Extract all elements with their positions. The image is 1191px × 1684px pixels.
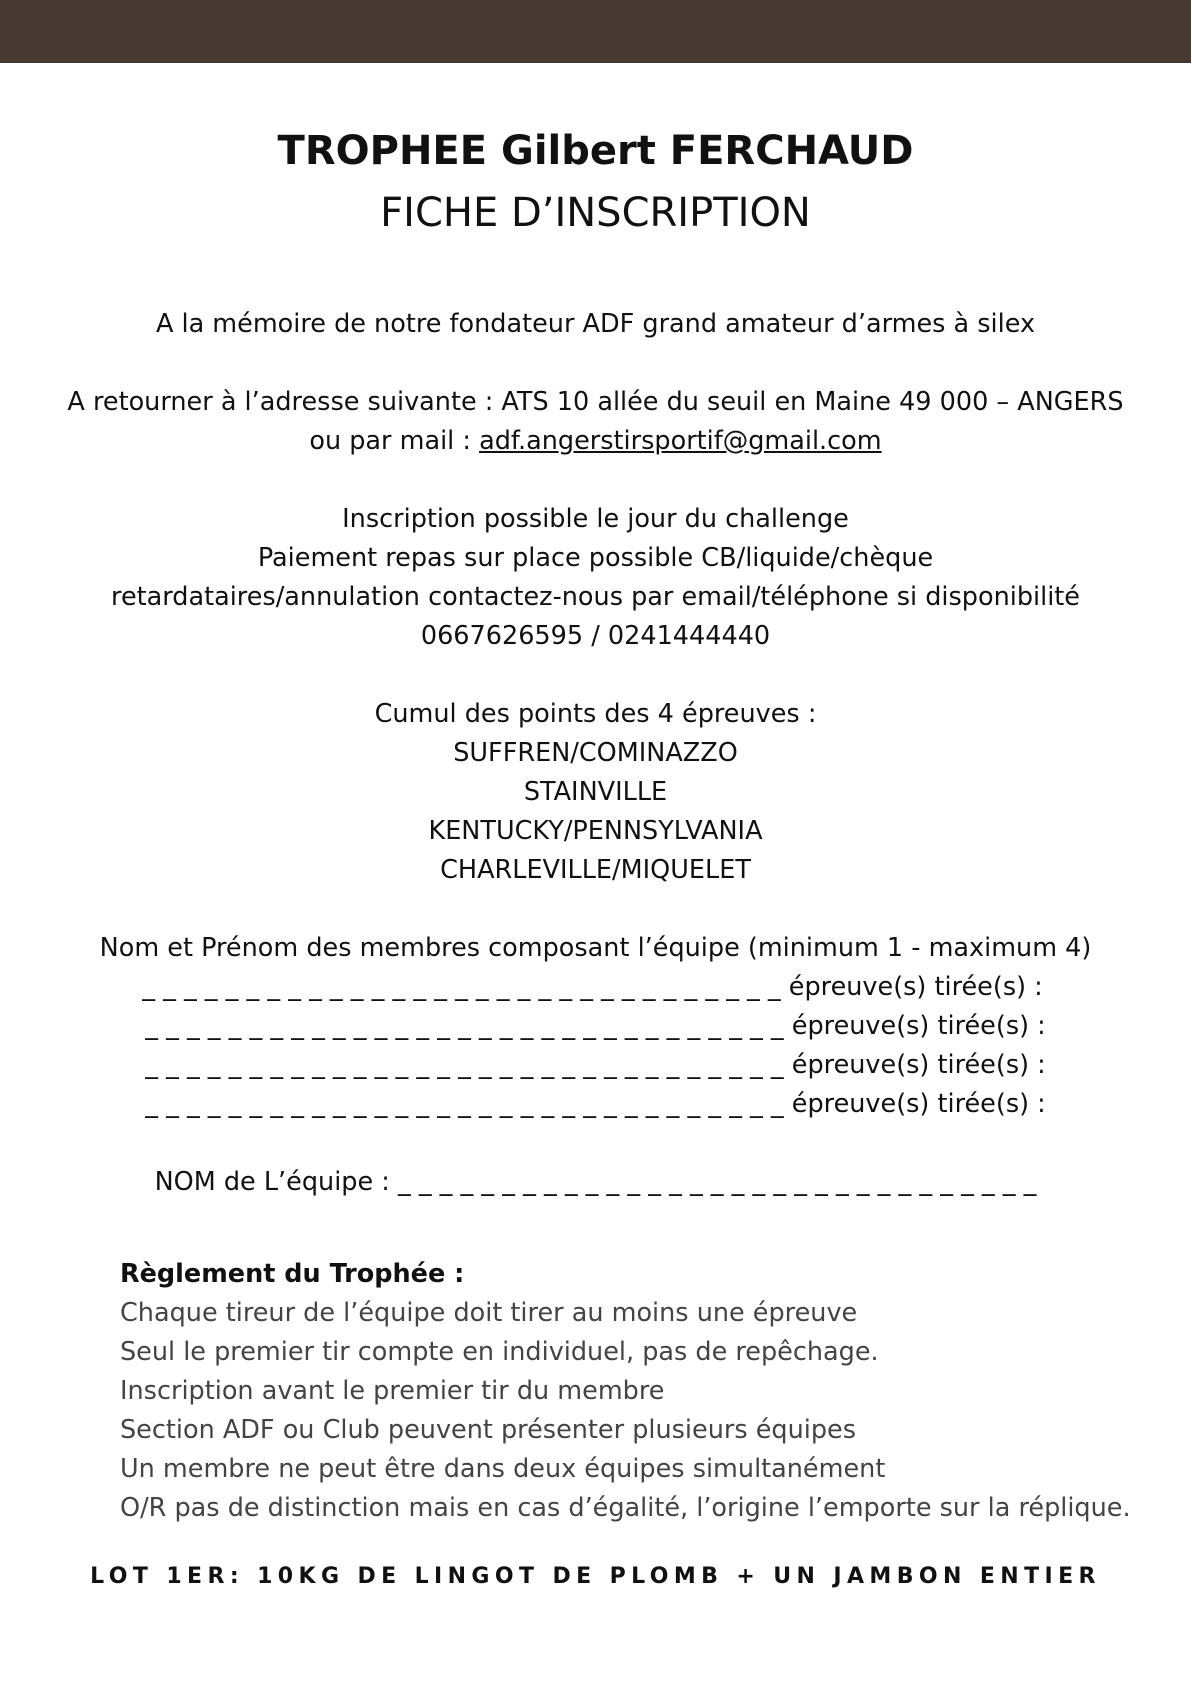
member-row-4: [0, 1085, 1191, 1124]
event-item: CHARLEVILLE/MIQUELET: [440, 855, 751, 885]
member-name-blank[interactable]: _ _ _ _ _ _ _ _ _ _ _ _ _ _ _ _ _ _ _ _ _ _ _ _ _ _ _ _ _ _ _: [145, 1050, 784, 1080]
member-name-blank[interactable]: _ _ _ _ _ _ _ _ _ _ _ _ _ _ _ _ _ _ _ _ _ _ _ _ _ _ _ _ _ _ _: [142, 972, 781, 1002]
memorial-text: A la mémoire de notre fondateur ADF grand amateur d’armes à silex: [155, 309, 1036, 339]
rule-item: O/R pas de distinction mais en cas d’égalité, l’origine l’emporte sur la réplique.: [120, 1493, 1131, 1523]
page-title: TROPHEE Gilbert FERCHAUD: [277, 128, 914, 174]
info-line-payment: Paiement repas sur place possible CB/liquide/chèque: [257, 543, 934, 573]
member-events-label: épreuve(s) tirée(s) :: [791, 1050, 1046, 1080]
header-bar: [0, 0, 1191, 63]
member-row-2: [0, 1007, 1191, 1046]
members-heading: Nom et Prénom des membres composant l’équipe (minimum 1 - maximum 4): [99, 933, 1092, 963]
rule-item: Inscription avant le premier tir du membre: [120, 1376, 665, 1406]
member-events-label: épreuve(s) tirée(s) :: [791, 1011, 1046, 1041]
rule-item: Chaque tireur de l’équipe doit tirer au moins une épreuve: [120, 1298, 858, 1328]
rule-item: Seul le premier tir compte en individuel, pas de repêchage.: [120, 1337, 879, 1367]
mail-prefix: ou par mail :: [309, 426, 480, 456]
events-heading: Cumul des points des 4 épreuves :: [374, 699, 817, 729]
rules-section: [120, 1255, 1131, 1528]
member-row-1: [0, 968, 1188, 1007]
member-name-blank[interactable]: _ _ _ _ _ _ _ _ _ _ _ _ _ _ _ _ _ _ _ _ _ _ _ _ _ _ _ _ _ _ _: [145, 1089, 784, 1119]
email-link[interactable]: adf.angerstirsportif@gmail.com: [479, 426, 882, 456]
info-line-phones: 0667626595 / 0241444440: [420, 621, 771, 651]
info-line-registration: Inscription possible le jour du challenge: [342, 504, 849, 534]
info-line-late: retardataires/annulation contactez-nous par email/téléphone si disponibilité: [111, 582, 1080, 612]
event-item: STAINVILLE: [523, 777, 668, 807]
event-item: SUFFREN/COMINAZZO: [453, 738, 738, 768]
rules-title: Règlement du Trophée :: [120, 1259, 465, 1289]
rule-item: Un membre ne peut être dans deux équipes simultanément: [120, 1454, 886, 1484]
member-events-label: épreuve(s) tirée(s) :: [791, 1089, 1046, 1119]
page-subtitle: FICHE D’INSCRIPTION: [380, 190, 811, 236]
prize-banner: LOT 1ER: 10KG DE LINGOT DE PLOMB + UN JAMBON ENTIER: [90, 1564, 1101, 1589]
team-name-label: NOM de L’équipe :: [154, 1167, 398, 1197]
member-row-3: [0, 1046, 1191, 1085]
mail-line: [0, 422, 1191, 461]
member-events-label: épreuve(s) tirée(s) :: [788, 972, 1043, 1002]
event-item: KENTUCKY/PENNSYLVANIA: [428, 816, 763, 846]
return-address: A retourner à l’adresse suivante : ATS 10 allée du seuil en Maine 49 000 – ANGERS: [67, 387, 1124, 417]
team-name-blank[interactable]: _ _ _ _ _ _ _ _ _ _ _ _ _ _ _ _ _ _ _ _ _ _ _ _ _ _ _ _ _ _ _: [397, 1167, 1037, 1197]
team-name-row: [0, 1163, 1191, 1202]
rule-item: Section ADF ou Club peuvent présenter plusieurs équipes: [120, 1415, 857, 1445]
member-name-blank[interactable]: _ _ _ _ _ _ _ _ _ _ _ _ _ _ _ _ _ _ _ _ _ _ _ _ _ _ _ _ _ _ _: [145, 1011, 784, 1041]
